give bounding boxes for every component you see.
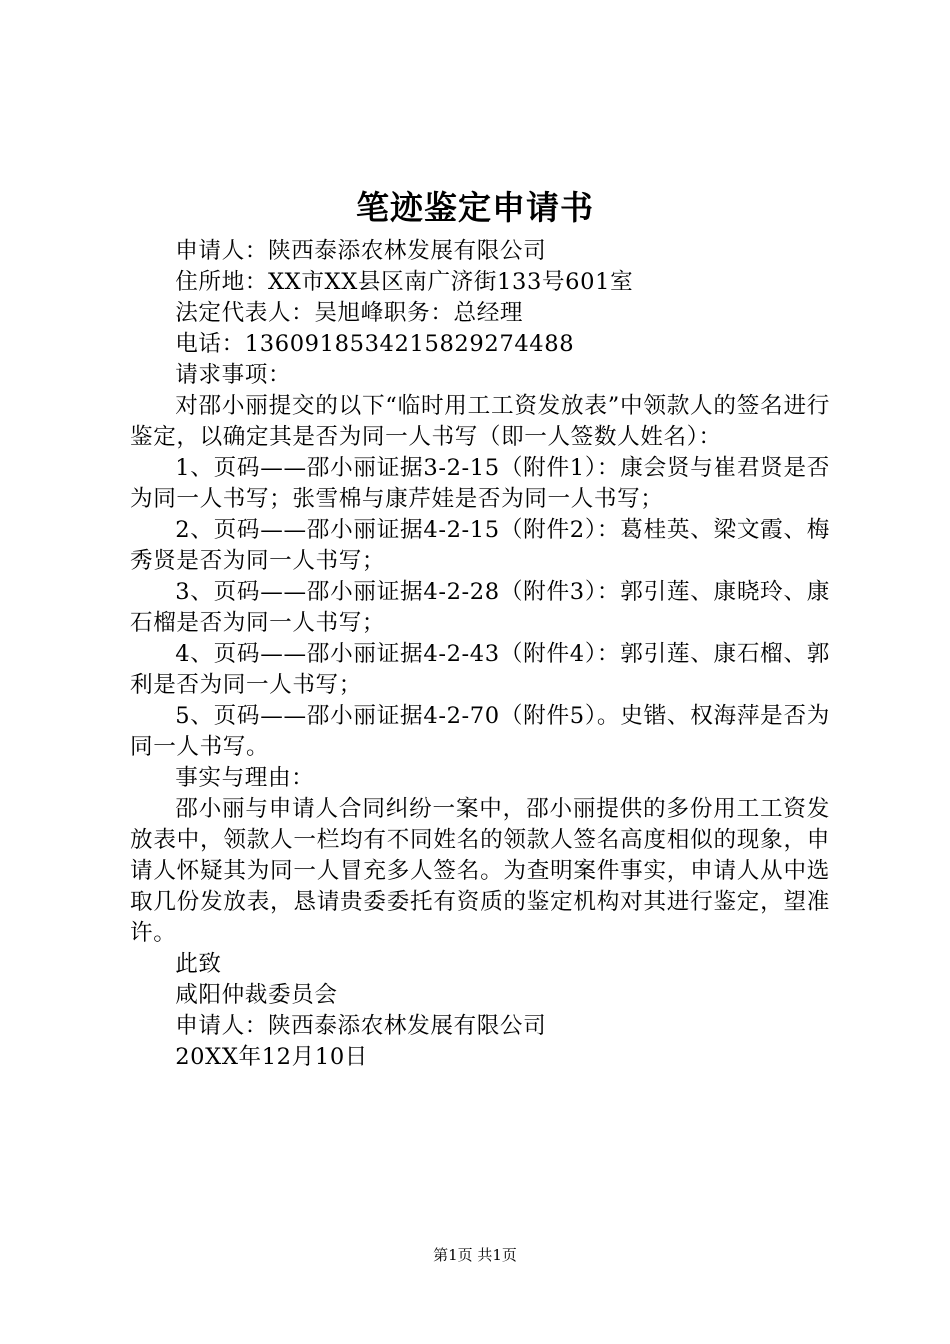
document-title: 笔迹鉴定申请书 bbox=[356, 188, 594, 227]
address-line: 住所地：XX市XX县区南广济街133号601室 bbox=[175, 269, 634, 295]
signature-line: 申请人：陕西泰添农林发展有限公司 bbox=[175, 1013, 547, 1039]
page-footer: 第1页 共1页 bbox=[433, 1246, 517, 1264]
applicant-line: 申请人：陕西泰添农林发展有限公司 bbox=[175, 238, 547, 264]
facts-body: 邵小丽与申请人合同纠纷一案中，邵小丽提供的多份用工工资发放表中，领款人一栏均有不同姓名的领款人签名高度相似的现象，申请人怀疑其为同一人冒充多人签名。为查明案件事实，申请人从中选取几份发放表，恳请贵委委托有资质的鉴定机构对其进行鉴定，望准许。 bbox=[130, 796, 830, 946]
document-body bbox=[130, 236, 830, 1073]
request-item-4: 4、页码——邵小丽证据4-2-43（附件4）：郭引莲、康石榴、郭利是否为同一人书写； bbox=[130, 641, 830, 698]
request-item-5: 5、页码——邵小丽证据4-2-70（附件5）。史锴、权海萍是否为同一人书写。 bbox=[130, 703, 830, 760]
request-item-3: 3、页码——邵小丽证据4-2-28（附件3）：郭引莲、康晓玲、康石榴是否为同一人书写； bbox=[130, 579, 830, 636]
date-line: 20XX年12月10日 bbox=[175, 1044, 368, 1070]
closing-line: 此致 bbox=[175, 951, 222, 977]
request-heading: 请求事项： bbox=[175, 362, 292, 388]
request-item-1: 1、页码——邵小丽证据3-2-15（附件1）：康会贤与崔君贤是否为同一人书写；张雪棉与康芹娃是否为同一人书写； bbox=[130, 455, 830, 512]
phone-line: 电话：13609185342158292744​88 bbox=[175, 331, 575, 357]
request-item-2: 2、页码——邵小丽证据4-2-15（附件2）：葛桂英、梁文霞、梅秀贤是否为同一人书写； bbox=[130, 517, 830, 574]
recipient-line: 咸阳仲裁委员会 bbox=[175, 982, 338, 1008]
facts-heading: 事实与理由： bbox=[175, 765, 315, 791]
legal-representative-line: 法定代表人：吴旭峰职务：总经理 bbox=[175, 300, 524, 326]
request-intro: 对邵小丽提交的以下“临时用工工资发放表”中领款人的签名进行鉴定，以确定其是否为同一人书写（即一人签数人姓名）： bbox=[130, 393, 830, 450]
